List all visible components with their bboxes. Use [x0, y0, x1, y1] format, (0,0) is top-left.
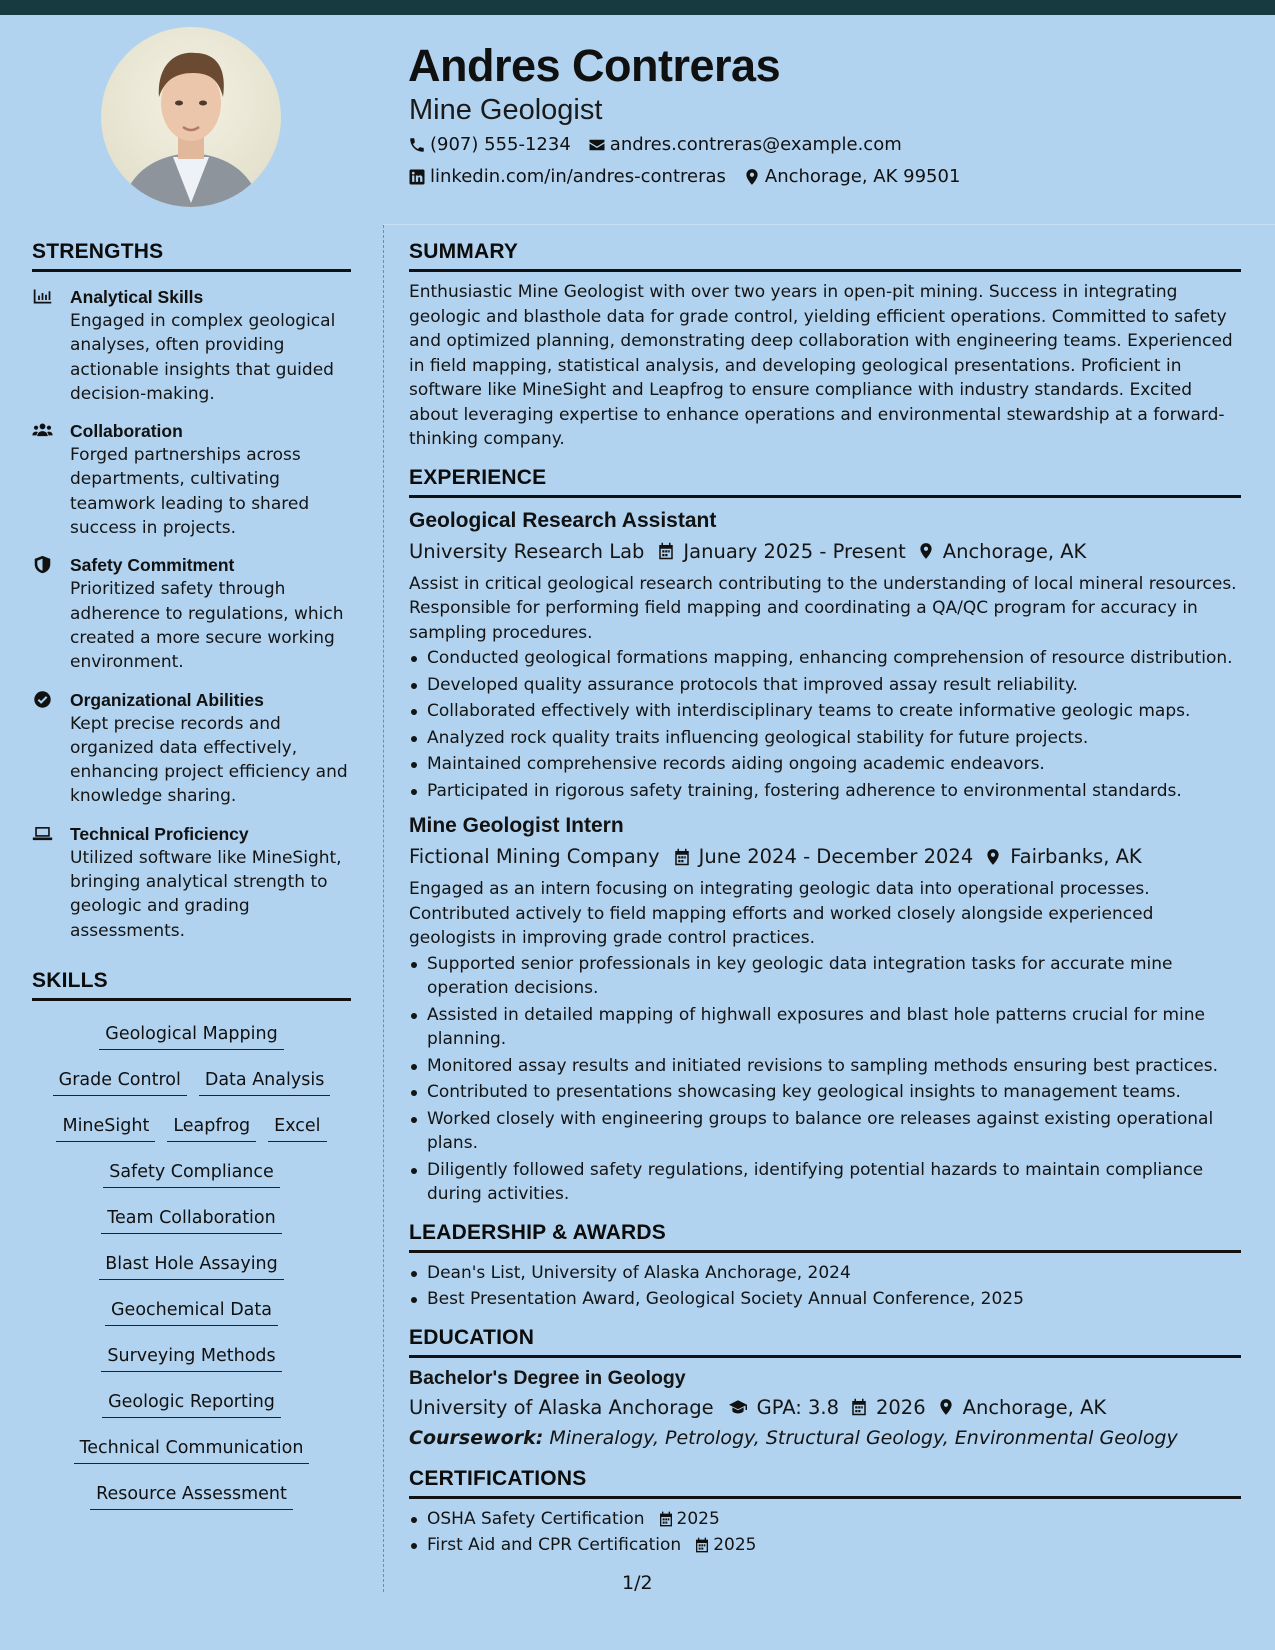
skill-tag: Blast Hole Assaying [99, 1247, 284, 1280]
leadership-heading: LEADERSHIP & AWARDS [409, 1221, 1241, 1253]
job-meta [409, 845, 1241, 868]
graduation-year: 2026 [875, 1395, 926, 1419]
skill-tag: MineSight [56, 1109, 155, 1142]
leadership-section [409, 1221, 1241, 1312]
strength-item [32, 285, 351, 406]
strength-desc: Engaged in complex geological analyses, often providing actionable insights that guided decision-making. [70, 311, 336, 404]
list-item: Developed quality assurance protocols that improved assay result reliability. [409, 673, 1241, 698]
list-item: Diligently followed safety regulations, identifying potential hazards to maintain compliance during activities. [409, 1158, 1241, 1207]
map-pin-icon [917, 542, 935, 560]
location-text: Anchorage, AK 99501 [764, 166, 961, 187]
linkedin-contact[interactable] [408, 166, 726, 187]
column-divider [383, 225, 384, 1592]
cert-year: 2025 [676, 1508, 720, 1529]
certifications-section [409, 1467, 1241, 1558]
list-item: Monitored assay results and initiated revisions to sampling methods ensuring best practices. [409, 1054, 1241, 1079]
job-dates: January 2025 - Present [683, 539, 906, 563]
email-contact[interactable] [588, 134, 902, 155]
coursework [409, 1427, 1241, 1449]
candidate-name: Andres Contreras [408, 40, 781, 91]
map-pin-icon [937, 1398, 955, 1416]
calendar-icon [657, 542, 675, 560]
strength-item [32, 553, 351, 674]
linkedin-icon [408, 168, 426, 186]
degree-title: Bachelor's Degree in Geology [409, 1366, 686, 1389]
list-item: Analyzed rock quality traits influencing geological stability for future projects. [409, 726, 1241, 751]
skill-tag: Geochemical Data [105, 1293, 278, 1326]
laptop-icon [32, 824, 53, 843]
bar-chart-icon [32, 287, 53, 306]
skills-list [32, 1011, 351, 1517]
skill-tag: Resource Assessment [90, 1477, 293, 1510]
list-item: Supported senior professionals in key geologic data integration tasks for accurate mine operation decisions. [409, 952, 1241, 1001]
gpa: GPA: 3.8 [756, 1395, 839, 1419]
job-description: Engaged as an intern focusing on integrating geologic data into operational processes. Contributed actively to field mapping efforts and worked closely alongside experienced geologists in improving grade control practices. [409, 879, 1154, 948]
job-company: University Research Lab [409, 539, 645, 563]
phone-icon [408, 136, 426, 154]
skill-tag: Data Analysis [199, 1063, 330, 1096]
job-title: Geological Research Assistant [409, 508, 717, 532]
strength-title: Analytical Skills [70, 287, 204, 307]
certifications-list [409, 1507, 1241, 1558]
strength-item [32, 688, 351, 809]
job-entry [409, 509, 1241, 804]
job-dates: June 2024 - December 2024 [698, 845, 974, 868]
skill-tag: Safety Compliance [103, 1155, 280, 1188]
certifications-heading: CERTIFICATIONS [409, 1467, 1241, 1499]
calendar-icon [673, 848, 691, 866]
summary-text: Enthusiastic Mine Geologist with over two years in open-pit mining. Success in integrating geologic and blasthole data for grade control, yielding efficient operations. Committed to safety and optimized planning, demonstrating deep collaboration with engineering teams. Experienced in field mapping, statistical analysis, and developing geological presentations. Proficient in software like MineSight and Leapfrog to ensure compliance with industry standards. Excited about leveraging expertise to enhance operations and environmental stewardship at a forward-thinking company. [409, 282, 1233, 449]
school-location: Anchorage, AK [962, 1395, 1107, 1419]
right-column [409, 240, 1241, 1560]
contact-row-1 [408, 134, 919, 155]
job-company: Fictional Mining Company [409, 845, 660, 868]
calendar-icon [658, 1511, 674, 1527]
job-location: Anchorage, AK [942, 539, 1087, 563]
envelope-icon [588, 136, 606, 154]
summary-heading: SUMMARY [409, 240, 1241, 272]
school-name: University of Alaska Anchorage [409, 1395, 714, 1419]
profile-photo [101, 27, 281, 207]
strength-item [32, 419, 351, 540]
strength-desc: Prioritized safety through adherence to regulations, which created a more secure working environment. [70, 579, 344, 673]
contact-row-2 [408, 166, 977, 187]
job-title: Mine Geologist Intern [409, 814, 624, 837]
check-circle-icon [32, 690, 53, 709]
coursework-label: Coursework: [409, 1426, 544, 1449]
map-pin-icon [743, 168, 761, 186]
strength-title: Safety Commitment [70, 555, 235, 576]
strength-title: Organizational Abilities [70, 689, 264, 710]
calendar-icon [694, 1537, 710, 1553]
skill-tag: Technical Communication [74, 1431, 310, 1464]
top-accent-bar [0, 0, 1275, 15]
experience-heading: EXPERIENCE [409, 466, 1241, 498]
list-item: Maintained comprehensive records aiding ongoing academic endeavors. [409, 752, 1241, 777]
users-icon [32, 421, 53, 440]
header-divider [383, 224, 1275, 225]
cert-name: OSHA Safety Certification [427, 1508, 645, 1529]
list-item: Assisted in detailed mapping of highwall exposures and blast hole patterns crucial for mine planning. [409, 1003, 1241, 1052]
strength-desc: Kept precise records and organized data effectively, enhancing project efficiency and knowledge sharing. [70, 713, 348, 807]
education-heading: EDUCATION [409, 1326, 1241, 1358]
list-item: Collaborated effectively with interdisciplinary teams to create informative geologic maps. [409, 699, 1241, 724]
experience-section [409, 466, 1241, 1207]
strength-title: Collaboration [70, 421, 183, 442]
job-location: Fairbanks, AK [1010, 845, 1142, 868]
skill-tag: Team Collaboration [101, 1201, 281, 1234]
job-entry [409, 814, 1241, 1207]
skill-tag: Geological Mapping [99, 1017, 283, 1050]
list-item [409, 1533, 1241, 1558]
candidate-title: Mine Geologist [409, 94, 603, 126]
calendar-icon [850, 1398, 868, 1416]
strength-title: Technical Proficiency [70, 823, 249, 844]
list-item: Worked closely with engineering groups to balance ore releases against existing operational plans. [409, 1107, 1241, 1156]
job-description: Assist in critical geological research contributing to the understanding of local mineral resources. Responsible for performing field mapping and coordinating a QA/QC program for accuracy in sampling procedures. [409, 573, 1237, 643]
strength-desc: Utilized software like MineSight, bringing analytical strength to geologic and grading assessments. [70, 847, 342, 941]
list-item [409, 1507, 1241, 1532]
education-meta [409, 1396, 1241, 1419]
skill-tag: Leapfrog [167, 1109, 256, 1142]
graduation-cap-icon [727, 1398, 749, 1416]
skill-tag: Excel [268, 1109, 326, 1142]
strengths-heading: STRENGTHS [32, 240, 351, 272]
list-item: Participated in rigorous safety training, fostering adherence to environmental standards. [409, 779, 1241, 804]
job-bullets [409, 952, 1241, 1207]
job-bullets [409, 646, 1241, 803]
cert-name: First Aid and CPR Certification [427, 1535, 682, 1555]
list-item: Dean's List, University of Alaska Anchorage, 2024 [409, 1261, 1241, 1286]
phone-contact[interactable] [408, 134, 571, 155]
list-item: Contributed to presentations showcasing key geological insights to management teams. [409, 1080, 1241, 1105]
location-contact [743, 166, 961, 187]
job-meta [409, 540, 1241, 563]
page-number: 1/2 [622, 1572, 653, 1594]
linkedin-text: linkedin.com/in/andres-contreras [430, 166, 726, 187]
phone-text: (907) 555-1234 [430, 134, 571, 155]
education-section [409, 1326, 1241, 1449]
list-item: Conducted geological formations mapping, enhancing comprehension of resource distribution. [409, 646, 1241, 671]
email-text: andres.contreras@example.com [609, 134, 902, 155]
skills-heading: SKILLS [32, 969, 351, 1001]
strength-desc: Forged partnerships across departments, cultivating teamwork leading to shared success in projects. [70, 445, 310, 539]
skill-tag: Grade Control [53, 1063, 187, 1096]
skill-tag: Surveying Methods [101, 1339, 281, 1372]
skill-tag: Geologic Reporting [102, 1385, 281, 1418]
map-pin-icon [984, 848, 1002, 866]
shield-icon [32, 555, 53, 574]
leadership-list [409, 1261, 1241, 1312]
list-item: Best Presentation Award, Geological Society Annual Conference, 2025 [409, 1287, 1241, 1312]
coursework-list: Mineralogy, Petrology, Structural Geology, Environmental Geology [549, 1426, 1178, 1449]
cert-year: 2025 [713, 1535, 757, 1555]
left-column [32, 240, 351, 1517]
strength-item [32, 822, 351, 943]
